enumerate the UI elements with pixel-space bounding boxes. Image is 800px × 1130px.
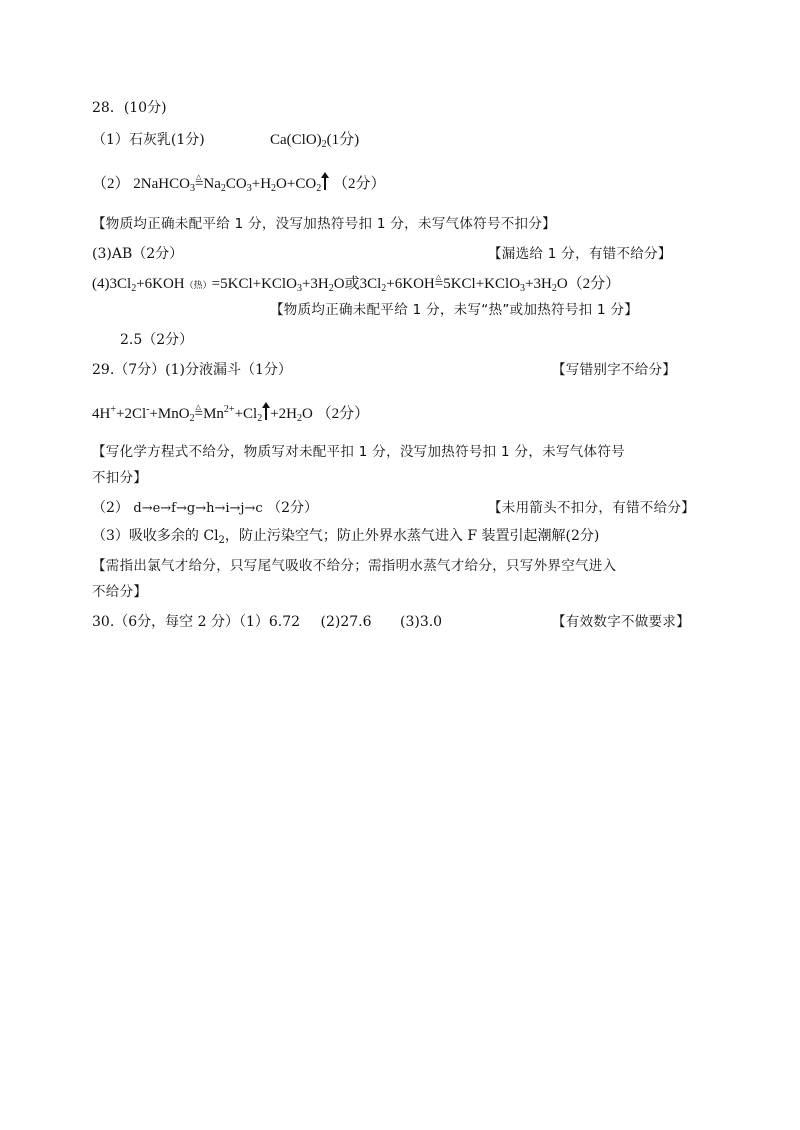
q29-part3-answer: （3）吸收多余的 $Cl_2$，防止污染空气；防止外界水蒸气进入 F 装置引起潮解(2分) [92, 528, 600, 546]
q29-equation-note-line1: 【写化学方程式不给分，物质写对未配平扣 1 分，没写加热符号扣 1 分，未写气体符号 [92, 444, 625, 460]
q28-part1-answer: $Ca(ClO)_2(1$分) [270, 132, 360, 150]
gas-arrow-icon [322, 172, 328, 190]
q29-equation: 4H++2Cl-+MnO$_2$△ $=Mn^{2+}+Cl_2 +2H_2O$ （2分） [92, 402, 369, 424]
q28-part1 [92, 130, 205, 150]
q29-part3-note-line2: 不给分】 [92, 584, 148, 600]
q28-heading: 28．(10分) [92, 100, 167, 116]
q29-equation-note-line2: 不扣分】 [92, 470, 148, 486]
q29-heading: 29.（7分）(1)分液漏斗（1分） [92, 362, 292, 378]
q29-part2: （2） d→e→f→g→h→i→j→c （2分） [92, 500, 318, 516]
q28-part3-note: 【漏选给 1 分，有错不给分】 [488, 246, 672, 262]
q29-part3-note-line1: 【需指出氯气才给分，只写尾气吸收不给分；需指明水蒸气才给分，只写外界空气进入 [92, 558, 617, 574]
q29-heading-note: 【写错别字不给分】 [552, 362, 677, 378]
q30-note: 【有效数字不做要求】 [552, 614, 690, 630]
q28-part1-label: （1）石灰乳(1分) [92, 132, 205, 148]
q29-part2-note: 【未用箭头不扣分，有错不给分】 [488, 500, 695, 516]
gas-arrow-icon [263, 402, 269, 420]
q30-heading: 30.（6分，每空 2 分）（1）6.72 (2)27.6 (3)3.0 [92, 614, 443, 630]
q28-part2-note: 【物质均正确未配平给 1 分，没写加热符号扣 1 分，未写气体符号不扣分】 [92, 216, 556, 232]
q28-part4-note: 【物质均正确未配平给 1 分，未写“热”或加热符号扣 1 分】 [270, 302, 639, 318]
q28-part5-answer: 2.5（2分） [120, 332, 194, 348]
q29-part2-sequence: d→e→f→g→h→i→j→c [133, 501, 263, 516]
q28-part4-equation: $(4)3Cl_2+6KOH$（热）$=5KCl+KClO_3+3H_2O$或$3Cl_2+6KOH\triangle$ $=5KCl+KClO_3+3H_2O(2$分） [92, 274, 620, 295]
q28-part2-equation: （2） 2NaHCO$_3$△ $=Na_2CO_3+H_2O+CO_2$ （2分） [92, 172, 385, 194]
q28-part3-answer: (3)AB（2分） [92, 246, 184, 262]
